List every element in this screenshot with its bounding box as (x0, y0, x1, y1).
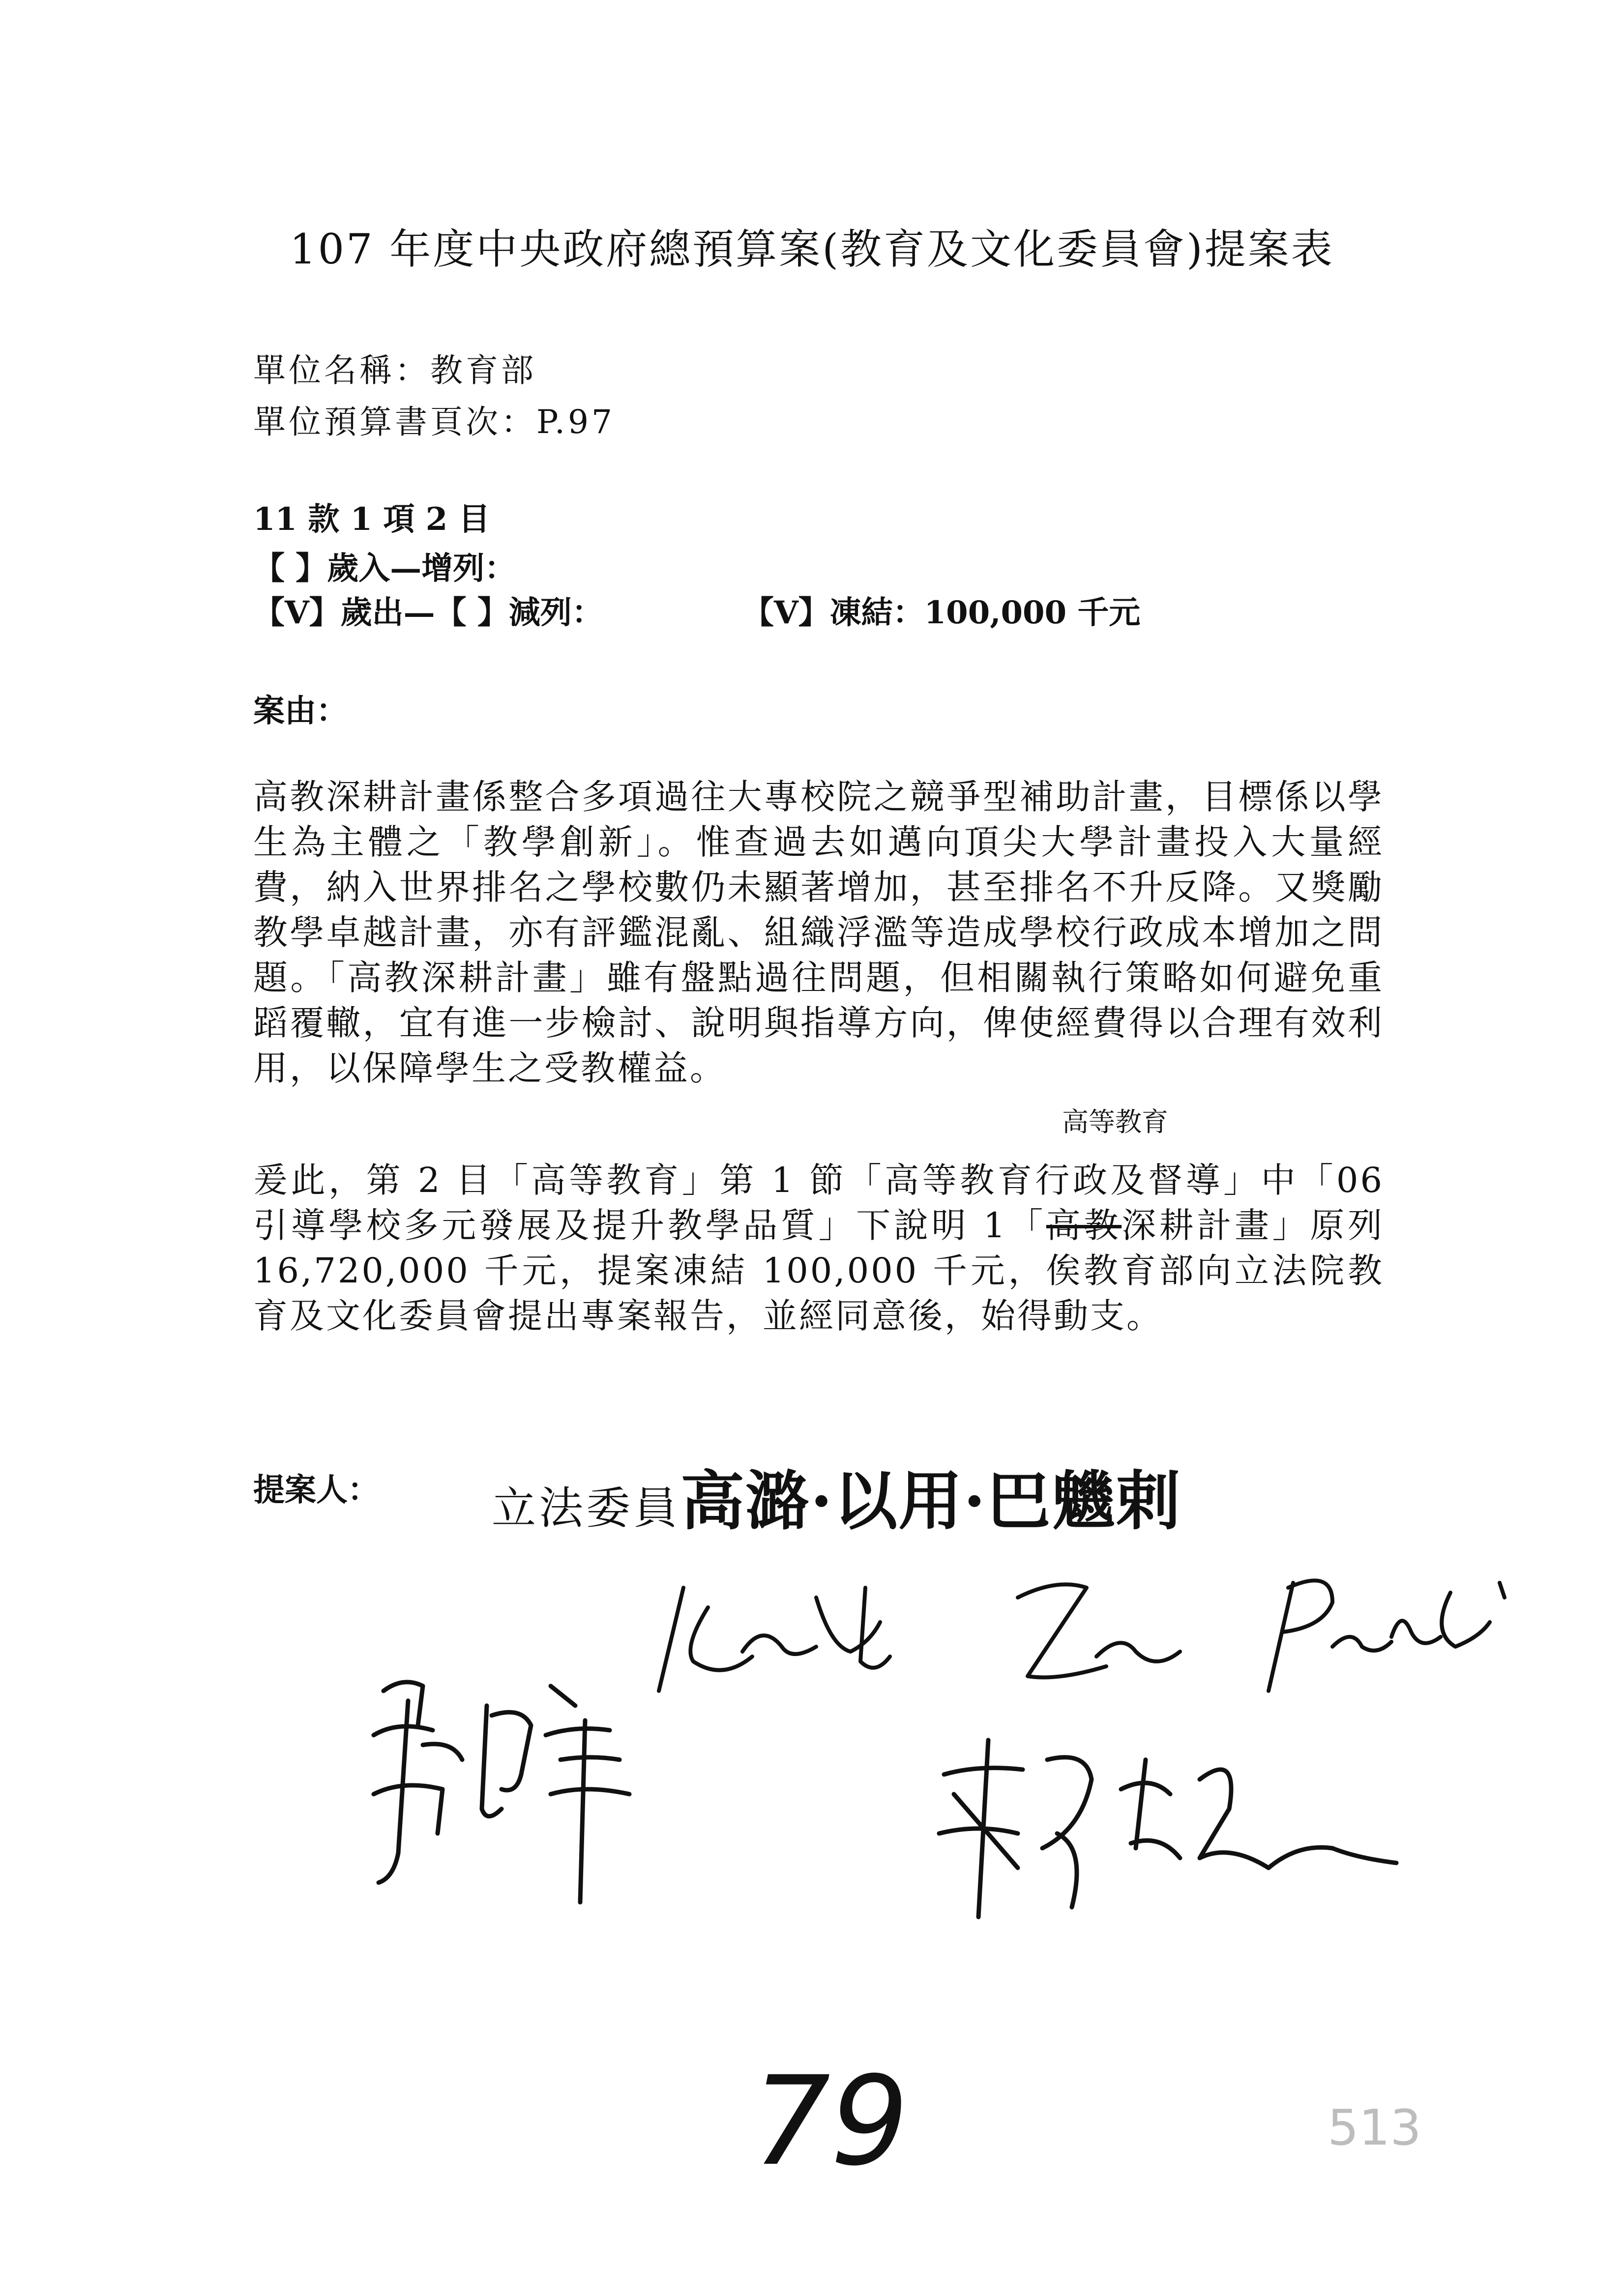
income-line: 【 】歲入—增列： (253, 550, 516, 587)
handwritten-margin-note: 高等教育 (1062, 1106, 1168, 1137)
expense-line: 【V】歲出—【 】減列： (253, 594, 603, 631)
handwritten-page-number: 79 (752, 2050, 909, 2193)
stamp-name: 高潞·以用·巴魕剌 (680, 1463, 1181, 1539)
unit-name: 單位名稱：教育部 (253, 351, 536, 389)
signature-3 (924, 1720, 1416, 1927)
reason-label: 案由： (253, 693, 348, 729)
resolution-part-1: 爰此，第 2 目「高等教育」第 1 節「高等教育行政及督導」中「06 引導學校多元發展及提升教學品質」下說明 1「 (253, 1160, 1384, 1246)
resolution-struck-text: 高教 (1046, 1205, 1122, 1246)
signature-1 (344, 1647, 688, 1922)
stamp-prefix: 立法委員 (492, 1482, 680, 1534)
document-title: 107 年度中央政府總預算案(教育及文化委員會)提案表 (290, 225, 1334, 273)
unit-budget-page: 單位預算書頁次：P.97 (253, 403, 615, 441)
freeze-line: 【V】凍結：100,000 千元 (742, 594, 1141, 631)
stamped-page-number: 513 (1328, 2099, 1421, 2156)
proposer-label: 提案人： (253, 1472, 379, 1509)
section-code: 11 款 1 項 2 目 (253, 501, 490, 538)
reason-body: 高教深耕計畫係整合多項過往大專校院之競爭型補助計畫，目標係以學生為主體之「教學創新」。惟查過去如邁向頂尖大學計畫投入大量經費，納入世界排名之學校數仍未顯著增加，甚至排名不升反降。又獎勵教學卓越計畫，亦有評鑑混亂、組織浮濫等造成學校行政成本增加之問題。「高教深耕計畫」雖有盤點過往問題，但相關執行策略如何避免重蹈覆轍，宜有進一步檢討、說明與指導方向，俾使經費得以合理有效利用，以保障學生之受教權益。 (253, 777, 1384, 1088)
resolution-body (253, 1158, 1384, 1338)
signature-2 (654, 1534, 1519, 1720)
legislator-stamp (492, 1450, 1181, 1542)
resolution-part-2: 深耕計畫」原列 16,720,000 千元，提案凍結 100,000 千元，俟教育部向立法院教育及文化委員會提出專案報告，並經同意後，始得動支。 (253, 1205, 1384, 1336)
